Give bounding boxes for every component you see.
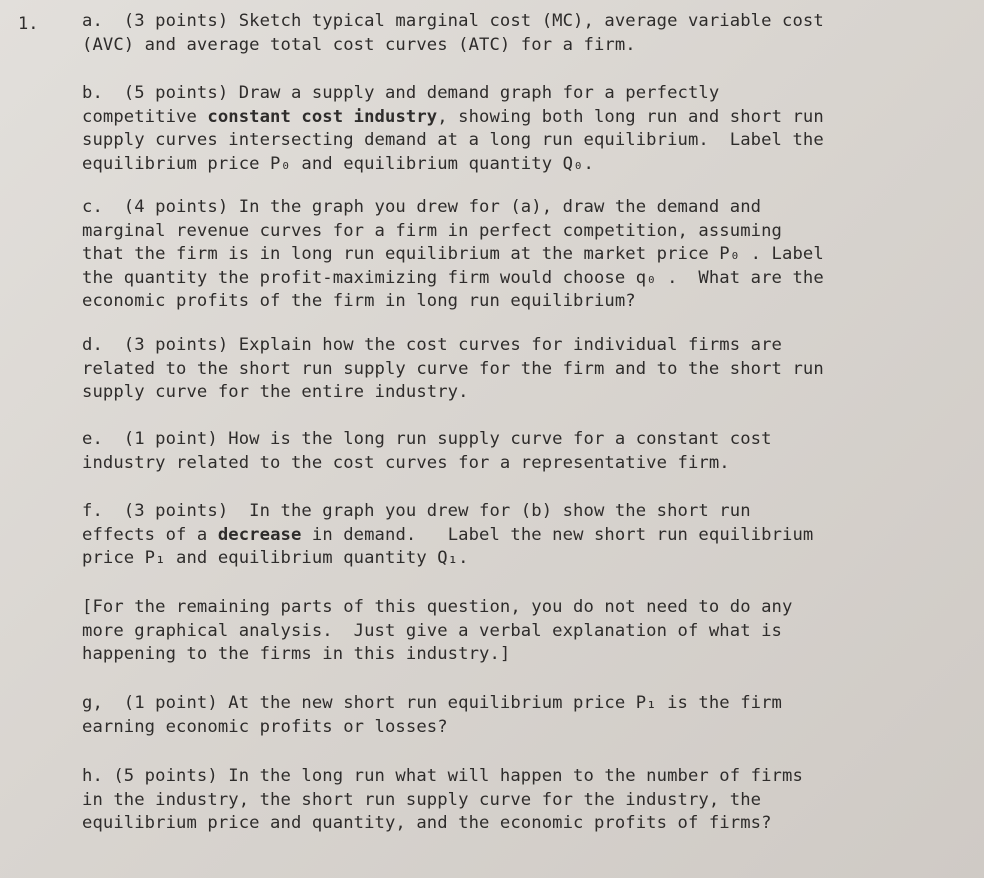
emphasized-text: constant cost [207,106,344,127]
text-line: happening to the firms in this industry.] [82,644,511,664]
text-line: h. (5 points) In the long run what will happen to the number of firms [82,766,803,786]
text-line: related to the short run supply curve for the firm and to the short run [82,358,824,379]
text-line: f. (3 points) In the graph you drew for (b) show the short run [82,501,751,521]
text-line: economic profits of the firm in long run equilibrium? [82,291,636,311]
question-number: 1. [18,14,39,34]
text-line: the quantity the profit-maximizing firm would choose q₀ . What are the [82,267,824,288]
text-line: equilibrium price and quantity, and the economic profits of firms? [82,813,772,833]
text-line: [For the remaining parts of this question, you do not need to do any [82,597,793,617]
text-line: earning economic profits or losses? [82,716,448,737]
text-line: b. (5 points) Draw a supply and demand graph for a perfectly [82,83,720,103]
text-line: more graphical analysis. Just give a verbal explanation of what is [82,620,782,641]
part-f [82,500,942,571]
text-line: marginal revenue curves for a firm in perfect competition, assuming [82,220,782,241]
text-line: c. (4 points) In the graph you drew for (a), draw the demand and [82,197,762,217]
part-a [82,10,942,57]
part-g [82,692,942,739]
part-d [82,334,942,405]
text-line: in the industry, the short run supply curve for the industry, the [82,789,762,810]
text-line: g, (1 point) At the new short run equilibrium price P₁ is the firm [82,693,782,713]
text-line: supply curve for the entire industry. [82,382,469,402]
text-line: a. (3 points) Sketch typical marginal cost (MC), average variable cost [82,11,824,31]
text-line: equilibrium price P₀ and equilibrium quantity Q₀. [82,153,594,174]
text-line: that the firm is in long run equilibrium at the market price P₀ . Label [82,244,824,264]
text-line: price P₁ and equilibrium quantity Q₁. [82,548,469,568]
text-line: competitive constant cost industry, showing both long run and short run [82,106,824,127]
text-line: e. (1 point) How is the long run supply curve for a constant cost [82,429,772,449]
part-b [82,82,942,176]
text-line: effects of a decrease in demand. Label the new short run equilibrium [82,524,814,545]
text-line: (AVC) and average total cost curves (ATC) for a firm. [82,34,636,55]
emphasized-text: decrease [217,524,302,545]
emphasized-text: industry [353,106,438,127]
part-h [82,765,942,836]
text-line: industry related to the cost curves for a representative firm. [82,452,730,473]
text-line: d. (3 points) Explain how the cost curves for individual firms are [82,335,782,355]
part-c [82,196,942,314]
part-e [82,428,942,475]
instructions-note [82,596,942,667]
text-line: supply curves intersecting demand at a long run equilibrium. Label the [82,130,824,150]
